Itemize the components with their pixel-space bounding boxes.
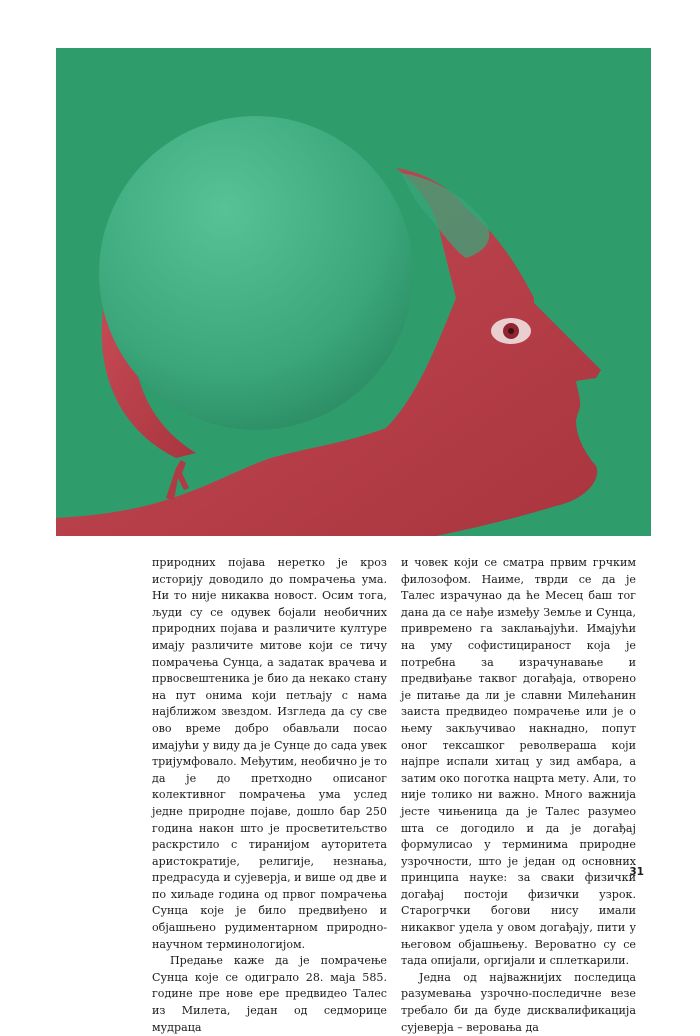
sphere bbox=[99, 116, 413, 430]
article-illustration bbox=[56, 48, 651, 536]
paragraph: Једна од најважнијих последица разумевања узрочно-последичне везе требало би да буде дисквалификација сујеверја – веровања да bbox=[401, 970, 636, 1034]
page-number: 31 bbox=[629, 866, 644, 878]
paragraph: природних појава неретко је кроз историју доводило до помрачења ума. Ни то није никаква новост. Осим тога, људи су се одувек бојали необичних природних појава и различите културе имају различите митове који се тичу помрачења Сунца, а задатак врачева и првосвештеника је био да некако стану на пут онима који петљају с нама најближом звездом. Изгледа да су све ово време добро обављали посао имајући у виду да је Сунце до сада увек тријумфовало. Међутим, необично је то да је до претходно описаног колективног помрачења ума услед једне природне појаве, дошло бар 250 година након што је просветитељство раскрстило с тиранијом ауторитета аристократије, религије, незнања, предрасуда и сујеверја, и више од две и по хиљаде година од првог помрачења Сунца које је било предвиђено и објашњено рудиментарном природно-научном терминологијом. bbox=[152, 556, 387, 951]
sisyphus-head-sphere-illustration-icon bbox=[56, 48, 651, 536]
text-column-left bbox=[152, 555, 387, 1036]
text-column-right bbox=[401, 555, 636, 1036]
paragraph: Предање каже да је помрачење Сунца које се одиграло 28. маја 585. године пре нове ере предвидео Талес из Милета, један од седморице мудраца bbox=[152, 954, 387, 1034]
eye-pupil bbox=[508, 328, 514, 334]
paragraph: и човек који се сматра првим грчким филозофом. Наиме, тврди се да је Талес израчунао да ће Месец баш тог дана да се нађе између Земље и Сунца, привремено га заклањајући. Имајући на уму софистицираност која је потребна за израчунавање и предвиђање таквог догађаја, отворено је питање да ли је славни Милећанин заиста предвидео помрачење или је о њему закључивао накнадно, попут оног тексашког револвераша који најпре испали хитац у зид амбара, а затим око поготка нацрта мету. Али, то није толико ни важно. Много важнија јесте чињеница да је Талес разумео шта се догодило и да је догађај формулисао у терминима природне узрочности, што је један од основних принципа науке: за сваки физички догађај постоји физички узрок. Старогрчки богови нису имали никаквог удела у овом догађају, пити у његовом објашњењу. Вероватно су се тада опијали, оргијали и сплеткарили. bbox=[401, 556, 636, 968]
